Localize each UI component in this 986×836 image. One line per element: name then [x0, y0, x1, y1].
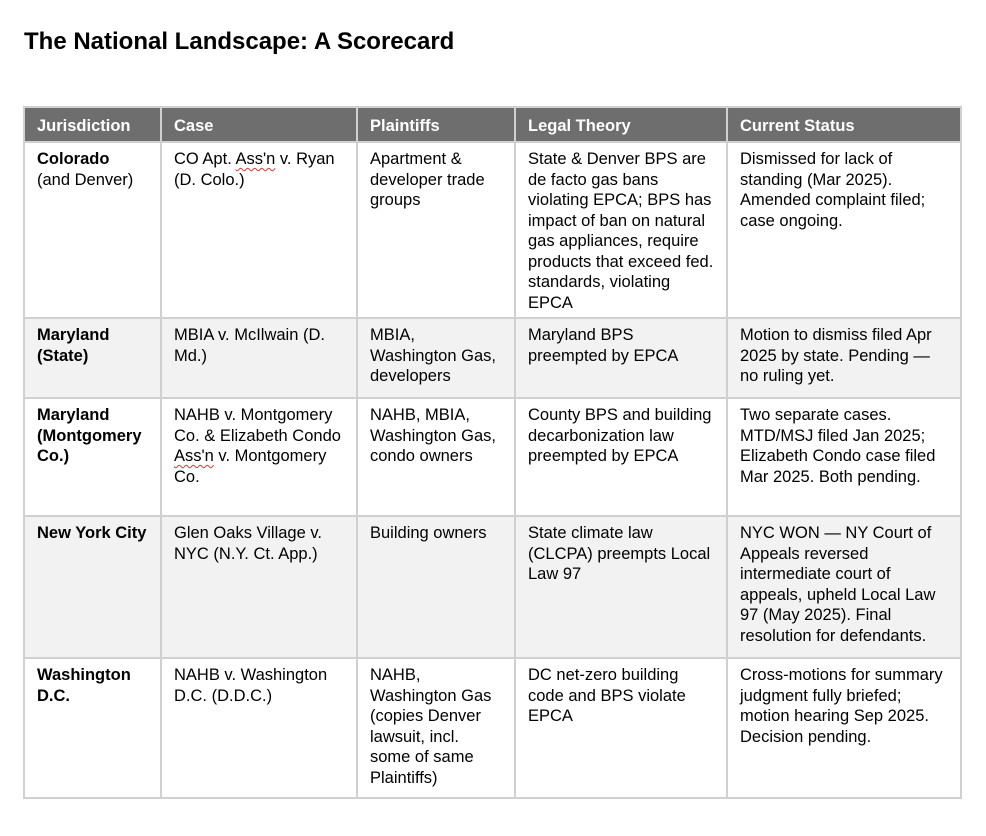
case-cell: Glen Oaks Village v. NYC (N.Y. Ct. App.): [161, 516, 357, 658]
table-row: [24, 516, 961, 658]
header-plaintiffs: Plaintiffs: [357, 107, 515, 142]
legal-theory-cell: Maryland BPS preempted by EPCA: [515, 318, 727, 398]
plaintiffs-cell: Apartment & developer trade groups: [357, 142, 515, 318]
jurisdiction-cell: Washington D.C.: [24, 658, 161, 798]
spellcheck-word[interactable]: Ass'n: [174, 447, 214, 465]
jurisdiction-cell: [24, 142, 161, 318]
case-cell: [161, 142, 357, 318]
scorecard-table: [23, 106, 962, 799]
legal-theory-cell: DC net-zero building code and BPS violate EPCA: [515, 658, 727, 798]
table-row: [24, 142, 961, 318]
table-row: [24, 398, 961, 516]
case-text: v. Montgomery Co.: [174, 447, 327, 486]
plaintiffs-cell: MBIA, Washington Gas, developers: [357, 318, 515, 398]
case-text: v. Ryan (D. Colo.): [174, 150, 335, 189]
header-jurisdiction: Jurisdiction: [24, 107, 161, 142]
table-row: [24, 658, 961, 798]
plaintiffs-cell: NAHB, MBIA, Washington Gas, condo owners: [357, 398, 515, 516]
plaintiffs-cell: Building owners: [357, 516, 515, 658]
case-cell: [161, 398, 357, 516]
case-cell: MBIA v. McIlwain (D. Md.): [161, 318, 357, 398]
legal-theory-cell: State climate law (CLCPA) preempts Local Law 97: [515, 516, 727, 658]
page-title: The National Landscape: A Scorecard: [24, 28, 455, 55]
status-cell: Two separate cases. MTD/MSJ filed Jan 2025; Elizabeth Condo case filed Mar 2025. Both pending.: [727, 398, 961, 516]
case-text: NAHB v. Montgomery Co. & Elizabeth Condo: [174, 406, 341, 445]
spellcheck-word[interactable]: Ass'n: [235, 150, 276, 168]
header-row: [24, 107, 961, 142]
header-current-status: Current Status: [727, 107, 961, 142]
plaintiffs-cell: NAHB, Washington Gas (copies Denver lawsuit, incl. some of same Plaintiffs): [357, 658, 515, 798]
legal-theory-cell: County BPS and building decarbonization law preempted by EPCA: [515, 398, 727, 516]
jurisdiction-cell: New York City: [24, 516, 161, 658]
header-case: Case: [161, 107, 357, 142]
case-cell: NAHB v. Washington D.C. (D.D.C.): [161, 658, 357, 798]
table-row: [24, 318, 961, 398]
status-cell: NYC WON — NY Court of Appeals reversed intermediate court of appeals, upheld Local Law 97 (May 2025). Final resolution for defendants.: [727, 516, 961, 658]
status-cell: Cross-motions for summary judgment fully briefed; motion hearing Sep 2025. Decision pending.: [727, 658, 961, 798]
status-cell: Dismissed for lack of standing (Mar 2025). Amended complaint filed; case ongoing.: [727, 142, 961, 318]
jurisdiction-subtitle: (and Denver): [37, 170, 134, 189]
case-text: CO Apt.: [174, 150, 236, 168]
jurisdiction-cell: Maryland (Montgomery Co.): [24, 398, 161, 516]
jurisdiction-cell: Maryland (State): [24, 318, 161, 398]
legal-theory-cell: State & Denver BPS are de facto gas bans violating EPCA; BPS has impact of ban on natural gas appliances, require products that exceed fed. standards, violating EPCA: [515, 142, 727, 318]
jurisdiction-name: Colorado: [37, 150, 110, 168]
header-legal-theory: Legal Theory: [515, 107, 727, 142]
status-cell: Motion to dismiss filed Apr 2025 by state. Pending — no ruling yet.: [727, 318, 961, 398]
